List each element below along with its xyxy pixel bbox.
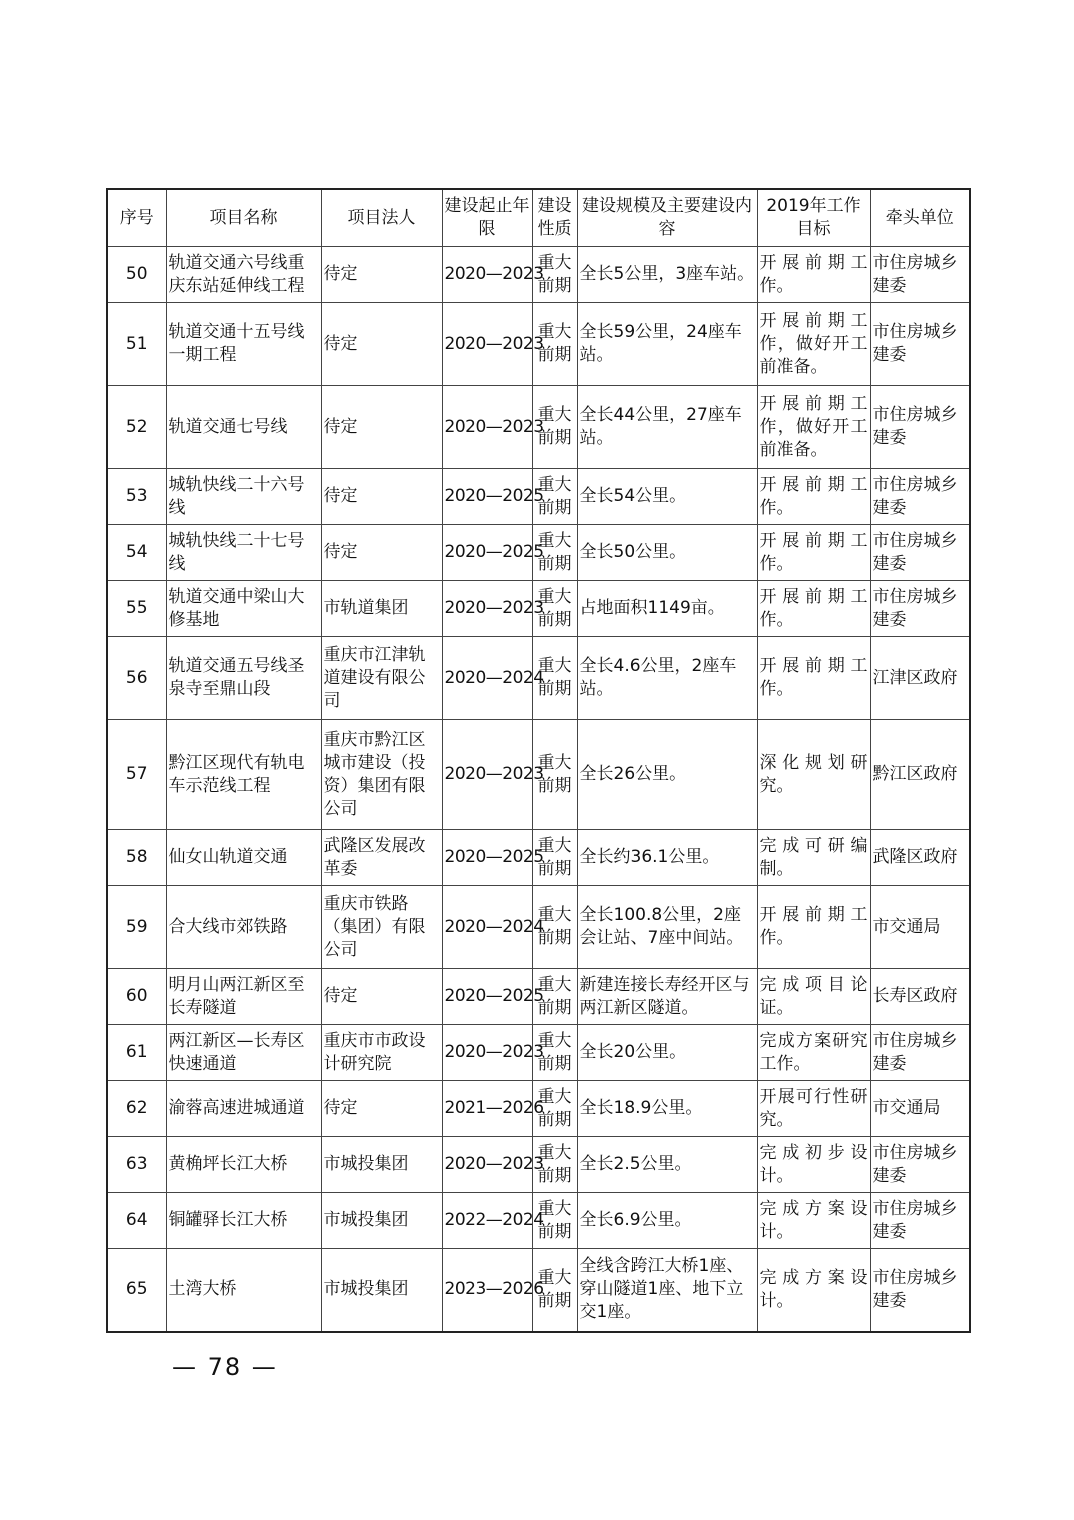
cell-lead-unit: 市住房城乡建委 xyxy=(870,525,970,581)
cell-project-name: 两江新区—长寿区快速通道 xyxy=(166,1025,321,1081)
table-row xyxy=(107,1249,970,1332)
cell-legal-entity: 市轨道集团 xyxy=(321,581,442,637)
cell-legal-entity: 重庆市铁路（集团）有限公司 xyxy=(321,886,442,969)
cell-no: 65 xyxy=(107,1249,166,1332)
cell-project-name: 轨道交通中梁山大修基地 xyxy=(166,581,321,637)
cell-nature: 重大前期 xyxy=(532,1249,577,1332)
cell-years: 2020—2023 xyxy=(442,303,532,386)
cell-scope: 全长54公里。 xyxy=(577,469,757,525)
cell-lead-unit: 市住房城乡建委 xyxy=(870,247,970,303)
cell-years: 2020—2023 xyxy=(442,581,532,637)
header-scope: 建设规模及主要建设内容 xyxy=(577,189,757,247)
cell-years: 2020—2023 xyxy=(442,386,532,469)
cell-no: 62 xyxy=(107,1081,166,1137)
cell-project-name: 轨道交通七号线 xyxy=(166,386,321,469)
cell-project-name: 城轨快线二十七号线 xyxy=(166,525,321,581)
table-row xyxy=(107,247,970,303)
cell-goal: 开展前期工作，做好开工前准备。 xyxy=(757,386,870,469)
cell-nature: 重大前期 xyxy=(532,1137,577,1193)
cell-scope: 全线含跨江大桥1座、穿山隧道1座、地下立交1座。 xyxy=(577,1249,757,1332)
table-row xyxy=(107,1193,970,1249)
cell-years: 2022—2024 xyxy=(442,1193,532,1249)
cell-years: 2020—2023 xyxy=(442,1137,532,1193)
cell-lead-unit: 市交通局 xyxy=(870,1081,970,1137)
header-nature: 建设性质 xyxy=(532,189,577,247)
cell-legal-entity: 待定 xyxy=(321,386,442,469)
cell-nature: 重大前期 xyxy=(532,969,577,1025)
cell-years: 2020—2025 xyxy=(442,969,532,1025)
cell-nature: 重大前期 xyxy=(532,1081,577,1137)
cell-goal: 开展前期工作。 xyxy=(757,247,870,303)
cell-project-name: 明月山两江新区至长寿隧道 xyxy=(166,969,321,1025)
cell-goal: 开展前期工作。 xyxy=(757,581,870,637)
cell-years: 2020—2023 xyxy=(442,247,532,303)
project-table xyxy=(106,188,971,1333)
cell-lead-unit: 市住房城乡建委 xyxy=(870,1025,970,1081)
cell-years: 2020—2024 xyxy=(442,886,532,969)
table-row xyxy=(107,581,970,637)
cell-lead-unit: 市住房城乡建委 xyxy=(870,1137,970,1193)
cell-lead-unit: 武隆区政府 xyxy=(870,830,970,886)
header-legal: 项目法人 xyxy=(321,189,442,247)
cell-scope: 全长约36.1公里。 xyxy=(577,830,757,886)
cell-no: 63 xyxy=(107,1137,166,1193)
cell-scope: 占地面积1149亩。 xyxy=(577,581,757,637)
cell-no: 60 xyxy=(107,969,166,1025)
cell-no: 54 xyxy=(107,525,166,581)
cell-goal: 完成方案设计。 xyxy=(757,1249,870,1332)
cell-nature: 重大前期 xyxy=(532,1025,577,1081)
cell-nature: 重大前期 xyxy=(532,886,577,969)
table-row xyxy=(107,637,970,720)
cell-no: 61 xyxy=(107,1025,166,1081)
table-row xyxy=(107,469,970,525)
cell-years: 2021—2026 xyxy=(442,1081,532,1137)
cell-lead-unit: 市住房城乡建委 xyxy=(870,303,970,386)
cell-goal: 开展前期工作。 xyxy=(757,525,870,581)
cell-lead-unit: 黔江区政府 xyxy=(870,720,970,830)
cell-lead-unit: 市住房城乡建委 xyxy=(870,581,970,637)
cell-project-name: 轨道交通六号线重庆东站延伸线工程 xyxy=(166,247,321,303)
table-row xyxy=(107,720,970,830)
cell-years: 2020—2023 xyxy=(442,720,532,830)
cell-lead-unit: 市交通局 xyxy=(870,886,970,969)
cell-nature: 重大前期 xyxy=(532,1193,577,1249)
cell-project-name: 仙女山轨道交通 xyxy=(166,830,321,886)
cell-project-name: 渝蓉高速进城通道 xyxy=(166,1081,321,1137)
cell-scope: 全长50公里。 xyxy=(577,525,757,581)
cell-legal-entity: 市城投集团 xyxy=(321,1249,442,1332)
cell-legal-entity: 重庆市黔江区城市建设（投资）集团有限公司 xyxy=(321,720,442,830)
cell-goal: 开展可行性研究。 xyxy=(757,1081,870,1137)
cell-nature: 重大前期 xyxy=(532,386,577,469)
cell-scope: 全长2.5公里。 xyxy=(577,1137,757,1193)
cell-lead-unit: 市住房城乡建委 xyxy=(870,469,970,525)
cell-scope: 新建连接长寿经开区与两江新区隧道。 xyxy=(577,969,757,1025)
cell-lead-unit: 市住房城乡建委 xyxy=(870,1193,970,1249)
cell-years: 2023—2026 xyxy=(442,1249,532,1332)
cell-scope: 全长59公里，24座车站。 xyxy=(577,303,757,386)
cell-goal: 完成初步设计。 xyxy=(757,1137,870,1193)
cell-scope: 全长18.9公里。 xyxy=(577,1081,757,1137)
cell-project-name: 轨道交通十五号线一期工程 xyxy=(166,303,321,386)
cell-legal-entity: 待定 xyxy=(321,247,442,303)
cell-legal-entity: 待定 xyxy=(321,303,442,386)
cell-no: 53 xyxy=(107,469,166,525)
cell-no: 59 xyxy=(107,886,166,969)
cell-project-name: 铜罐驿长江大桥 xyxy=(166,1193,321,1249)
cell-nature: 重大前期 xyxy=(532,247,577,303)
cell-goal: 开展前期工作。 xyxy=(757,469,870,525)
cell-goal: 深化规划研究。 xyxy=(757,720,870,830)
cell-years: 2020—2025 xyxy=(442,469,532,525)
cell-scope: 全长6.9公里。 xyxy=(577,1193,757,1249)
header-lead: 牵头单位 xyxy=(870,189,970,247)
cell-legal-entity: 待定 xyxy=(321,969,442,1025)
cell-legal-entity: 武隆区发展改革委 xyxy=(321,830,442,886)
table-row xyxy=(107,1081,970,1137)
cell-lead-unit: 江津区政府 xyxy=(870,637,970,720)
cell-goal: 完成方案研究工作。 xyxy=(757,1025,870,1081)
cell-nature: 重大前期 xyxy=(532,720,577,830)
cell-years: 2020—2023 xyxy=(442,1025,532,1081)
table-header-row xyxy=(107,189,970,247)
cell-goal: 开展前期工作，做好开工前准备。 xyxy=(757,303,870,386)
cell-nature: 重大前期 xyxy=(532,830,577,886)
cell-nature: 重大前期 xyxy=(532,581,577,637)
cell-nature: 重大前期 xyxy=(532,525,577,581)
cell-goal: 完成项目论证。 xyxy=(757,969,870,1025)
table-row xyxy=(107,525,970,581)
cell-goal: 完成可研编制。 xyxy=(757,830,870,886)
cell-legal-entity: 待定 xyxy=(321,1081,442,1137)
cell-scope: 全长20公里。 xyxy=(577,1025,757,1081)
table-body xyxy=(107,247,970,1332)
cell-no: 56 xyxy=(107,637,166,720)
cell-scope: 全长44公里，27座车站。 xyxy=(577,386,757,469)
cell-no: 55 xyxy=(107,581,166,637)
cell-scope: 全长26公里。 xyxy=(577,720,757,830)
cell-lead-unit: 长寿区政府 xyxy=(870,969,970,1025)
cell-legal-entity: 重庆市市政设计研究院 xyxy=(321,1025,442,1081)
cell-project-name: 黔江区现代有轨电车示范线工程 xyxy=(166,720,321,830)
header-name: 项目名称 xyxy=(166,189,321,247)
header-no: 序号 xyxy=(107,189,166,247)
cell-no: 50 xyxy=(107,247,166,303)
cell-lead-unit: 市住房城乡建委 xyxy=(870,386,970,469)
cell-no: 58 xyxy=(107,830,166,886)
cell-lead-unit: 市住房城乡建委 xyxy=(870,1249,970,1332)
cell-goal: 开展前期工作。 xyxy=(757,886,870,969)
cell-legal-entity: 待定 xyxy=(321,469,442,525)
cell-legal-entity: 重庆市江津轨道建设有限公司 xyxy=(321,637,442,720)
cell-nature: 重大前期 xyxy=(532,303,577,386)
cell-no: 51 xyxy=(107,303,166,386)
cell-years: 2020—2025 xyxy=(442,830,532,886)
table-row xyxy=(107,303,970,386)
header-goal: 2019年工作目标 xyxy=(757,189,870,247)
cell-project-name: 土湾大桥 xyxy=(166,1249,321,1332)
cell-goal: 完成方案设计。 xyxy=(757,1193,870,1249)
cell-years: 2020—2025 xyxy=(442,525,532,581)
cell-project-name: 黄桷坪长江大桥 xyxy=(166,1137,321,1193)
cell-project-name: 轨道交通五号线圣泉寺至鼎山段 xyxy=(166,637,321,720)
cell-no: 57 xyxy=(107,720,166,830)
table-row xyxy=(107,886,970,969)
header-years: 建设起止年限 xyxy=(442,189,532,247)
cell-goal: 开展前期工作。 xyxy=(757,637,870,720)
cell-no: 64 xyxy=(107,1193,166,1249)
cell-scope: 全长5公里，3座车站。 xyxy=(577,247,757,303)
cell-legal-entity: 市城投集团 xyxy=(321,1137,442,1193)
table-row xyxy=(107,969,970,1025)
cell-nature: 重大前期 xyxy=(532,469,577,525)
cell-scope: 全长4.6公里，2座车站。 xyxy=(577,637,757,720)
cell-project-name: 城轨快线二十六号线 xyxy=(166,469,321,525)
table-row xyxy=(107,830,970,886)
cell-legal-entity: 待定 xyxy=(321,525,442,581)
cell-project-name: 合大线市郊铁路 xyxy=(166,886,321,969)
table-row xyxy=(107,1137,970,1193)
table-row xyxy=(107,1025,970,1081)
table-row xyxy=(107,386,970,469)
cell-no: 52 xyxy=(107,386,166,469)
page-number: — 78 — xyxy=(172,1353,278,1381)
cell-nature: 重大前期 xyxy=(532,637,577,720)
cell-years: 2020—2024 xyxy=(442,637,532,720)
cell-legal-entity: 市城投集团 xyxy=(321,1193,442,1249)
cell-scope: 全长100.8公里，2座会让站、7座中间站。 xyxy=(577,886,757,969)
